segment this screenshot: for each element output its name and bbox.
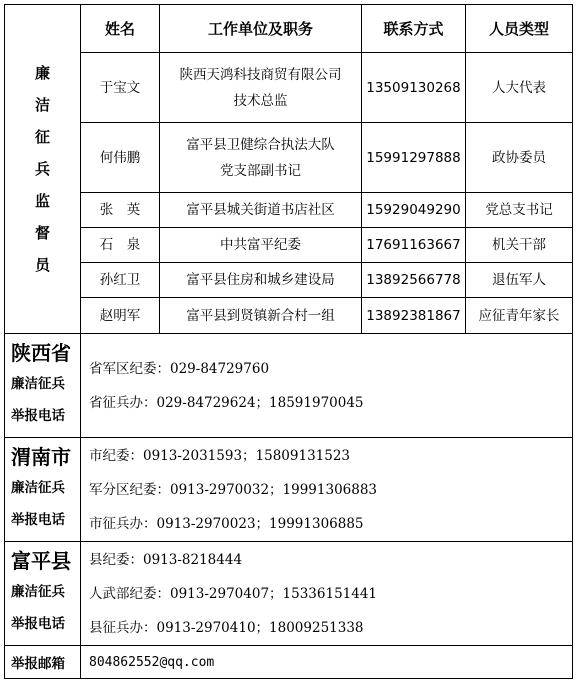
supervisor-unit: 富平县到贤镇新合村一组 [160, 298, 362, 334]
supervisor-phone: 15991297888 [362, 123, 466, 193]
email-label: 举报邮箱 [5, 646, 81, 679]
contact-line: 省军区纪委：029-84729760 [89, 360, 270, 377]
side-title-char: 督 [34, 224, 50, 242]
region-contacts [81, 542, 573, 646]
contact-line: 市征兵办：0913-2970023；19991306885 [89, 515, 364, 532]
supervisor-unit [160, 123, 362, 193]
supervisor-name: 张 英 [81, 193, 160, 228]
table-row [5, 53, 573, 123]
email-value[interactable]: 804862552@qq.com [81, 646, 573, 679]
header-name: 姓名 [81, 5, 160, 53]
supervisor-phone: 15929049290 [362, 193, 466, 228]
region-sub: 举报电话 [11, 408, 65, 424]
contact-line: 市纪委：0913-2031593；15809131523 [89, 447, 351, 464]
supervisor-name: 石 泉 [81, 228, 160, 263]
supervisor-type: 政协委员 [466, 123, 573, 193]
region-sub: 举报电话 [11, 616, 65, 632]
side-title-char: 兵 [34, 160, 50, 178]
supervisor-type: 退伍军人 [466, 263, 573, 298]
table-row [5, 193, 573, 228]
side-title-char: 洁 [34, 96, 50, 114]
supervisor-unit [160, 53, 362, 123]
region-sub: 举报电话 [11, 512, 65, 528]
supervisor-unit: 富平县住房和城乡建设局 [160, 263, 362, 298]
region-row [5, 334, 573, 438]
table-row [5, 228, 573, 263]
supervisor-name: 何伟鹏 [81, 123, 160, 193]
region-contacts [81, 438, 573, 542]
header-unit: 工作单位及职务 [160, 5, 362, 53]
region-row [5, 438, 573, 542]
supervisor-phone: 17691163667 [362, 228, 466, 263]
side-title [5, 5, 81, 334]
supervisor-type: 党总支书记 [466, 193, 573, 228]
unit-line: 技术总监 [233, 92, 288, 109]
supervisor-unit: 中共富平纪委 [160, 228, 362, 263]
region-label [5, 334, 81, 438]
table-row [5, 123, 573, 193]
supervisor-name: 孙红卫 [81, 263, 160, 298]
region-name: 富平县 [11, 549, 71, 573]
supervisor-phone: 13892566778 [362, 263, 466, 298]
region-row [5, 542, 573, 646]
table-row [5, 263, 573, 298]
supervisor-type: 人大代表 [466, 53, 573, 123]
unit-line: 陕西天鸿科技商贸有限公司 [179, 66, 342, 83]
side-title-char: 征 [34, 128, 50, 146]
contact-line: 省征兵办：029-84729624；18591970045 [89, 394, 364, 411]
side-title-char: 员 [34, 256, 50, 274]
region-label [5, 542, 81, 646]
supervision-sheet [4, 4, 572, 680]
supervisor-name: 赵明军 [81, 298, 160, 334]
region-sub: 廉洁征兵 [11, 376, 65, 392]
region-sub: 廉洁征兵 [11, 584, 65, 600]
supervisor-phone: 13509130268 [362, 53, 466, 123]
email-row [5, 646, 573, 679]
table-row [5, 298, 573, 334]
region-name: 陕西省 [11, 341, 71, 365]
contact-line: 军分区纪委：0913-2970032；19991306883 [89, 481, 378, 498]
contact-line: 县征兵办：0913-2970410；18009251338 [89, 619, 364, 636]
supervisor-table [4, 4, 573, 679]
side-title-char: 廉 [34, 64, 50, 82]
region-sub: 廉洁征兵 [11, 480, 65, 496]
header-row [5, 5, 573, 53]
unit-line: 富平县卫健综合执法大队 [186, 136, 335, 153]
region-label [5, 438, 81, 542]
supervisor-name: 于宝文 [81, 53, 160, 123]
contact-line: 人武部纪委：0913-2970407；15336151441 [89, 585, 378, 602]
supervisor-phone: 13892381867 [362, 298, 466, 334]
header-contact: 联系方式 [362, 5, 466, 53]
supervisor-type: 应征青年家长 [466, 298, 573, 334]
supervisor-unit: 富平县城关街道书店社区 [160, 193, 362, 228]
side-title-char: 监 [34, 192, 50, 210]
region-name: 渭南市 [11, 445, 71, 469]
region-contacts [81, 334, 573, 438]
unit-line: 党支部副书记 [220, 162, 301, 179]
supervisor-type: 机关干部 [466, 228, 573, 263]
header-type: 人员类型 [466, 5, 573, 53]
contact-line: 县纪委：0913-8218444 [89, 551, 243, 568]
